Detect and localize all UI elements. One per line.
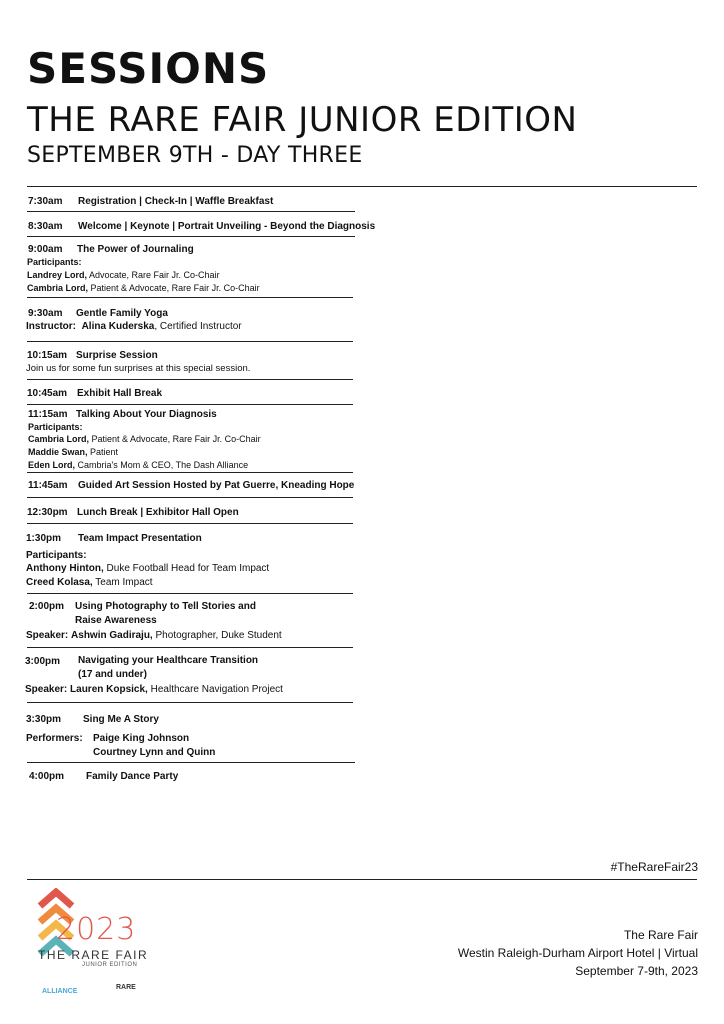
- session-time: 10:45am: [27, 388, 68, 399]
- session-title: Guided Art Session Hosted by Pat Guerre, Kneading Hope: [78, 480, 355, 491]
- event-subtitle: THE RARE FAIR JUNIOR EDITION: [27, 100, 578, 140]
- session-title: Welcome | Keynote | Portrait Unveiling - Beyond the Diagnosis: [78, 221, 376, 232]
- logo-name: THE RARE FAIR: [38, 948, 149, 962]
- session-time: 3:30pm: [26, 714, 62, 725]
- hashtag: #TheRareFair23: [610, 860, 698, 874]
- performers-label: Performers:: [26, 733, 83, 744]
- participant: Anthony Hinton, Duke Football Head for Team Impact: [26, 563, 270, 574]
- participant: Eden Lord, Cambria's Mom & CEO, The Dash Alliance: [28, 460, 249, 470]
- divider: [27, 297, 353, 298]
- session-title: Lunch Break | Exhibitor Hall Open: [77, 507, 239, 518]
- session-title: Team Impact Presentation: [78, 533, 202, 544]
- header-divider: [27, 186, 697, 187]
- divider: [27, 702, 353, 703]
- divider: [27, 236, 355, 237]
- participants-label: Participants:: [28, 422, 83, 432]
- session-title: Exhibit Hall Break: [77, 388, 163, 399]
- session-time: 8:30am: [28, 221, 63, 232]
- divider: [27, 523, 353, 524]
- session-title: Surprise Session: [76, 350, 158, 361]
- session-title-line2: (17 and under): [78, 669, 147, 680]
- session-time: 7:30am: [28, 196, 63, 207]
- page-title: SESSIONS: [27, 44, 270, 93]
- logo-edition: JUNIOR EDITION: [82, 962, 138, 968]
- footer-event: The Rare Fair: [623, 928, 698, 942]
- session-title-line2: Raise Awareness: [75, 615, 157, 626]
- session-title: Navigating your Healthcare Transition: [78, 655, 259, 666]
- performer: Paige King Johnson: [93, 733, 190, 744]
- divider: [27, 341, 353, 342]
- participant: Cambria Lord, Patient & Advocate, Rare Fair Jr. Co-Chair: [27, 283, 260, 293]
- divider: [27, 762, 355, 763]
- divider: [27, 593, 353, 594]
- divider: [27, 211, 355, 212]
- footer-dates: September 7-9th, 2023: [575, 964, 698, 978]
- participant: Creed Kolasa, Team Impact: [26, 577, 153, 588]
- session-description: Join us for some fun surprises at this special session.: [26, 363, 251, 374]
- partner-logo-rare: RARE: [116, 984, 136, 991]
- session-time: 1:30pm: [26, 533, 62, 544]
- rare-fair-logo: [34, 888, 174, 1006]
- session-title: Family Dance Party: [86, 771, 179, 782]
- session-time: 10:15am: [27, 350, 68, 361]
- divider: [27, 379, 353, 380]
- day-heading: SEPTEMBER 9TH - DAY THREE: [27, 143, 363, 168]
- footer-venue: Westin Raleigh-Durham Airport Hotel | Virtual: [457, 946, 698, 960]
- logo-year: 2023: [56, 912, 137, 947]
- speaker: Speaker: Lauren Kopsick, Healthcare Navigation Project: [25, 684, 283, 695]
- divider: [27, 647, 353, 648]
- divider: [27, 497, 353, 498]
- session-time: 12:30pm: [27, 507, 68, 518]
- session-title: Gentle Family Yoga: [76, 308, 168, 319]
- session-title: Registration | Check-In | Waffle Breakfast: [78, 196, 274, 207]
- participant: Cambria Lord, Patient & Advocate, Rare Fair Jr. Co-Chair: [28, 434, 261, 444]
- session-title: Using Photography to Tell Stories and: [75, 601, 256, 612]
- instructor: Instructor: Alina Kuderska, Certified Instructor: [26, 321, 242, 332]
- partner-logo-alliance: ALLIANCE: [42, 988, 78, 995]
- participants-label: Participants:: [26, 550, 87, 561]
- session-title: The Power of Journaling: [77, 244, 194, 255]
- speaker: Speaker: Ashwin Gadiraju, Photographer, Duke Student: [26, 630, 282, 641]
- participant: Maddie Swan, Patient: [28, 447, 119, 457]
- session-time: 3:00pm: [25, 656, 61, 667]
- session-time: 11:15am: [28, 409, 68, 420]
- participants-label: Participants:: [27, 257, 82, 267]
- divider: [27, 404, 353, 405]
- session-title: Talking About Your Diagnosis: [76, 409, 217, 420]
- session-time: 11:45am: [28, 480, 68, 491]
- session-time: 9:00am: [28, 244, 63, 255]
- participant: Landrey Lord, Advocate, Rare Fair Jr. Co-Chair: [27, 270, 220, 280]
- session-time: 2:00pm: [29, 601, 65, 612]
- divider: [27, 472, 353, 473]
- session-title: Sing Me A Story: [83, 714, 159, 725]
- footer-divider: [27, 879, 697, 880]
- performer: Courtney Lynn and Quinn: [93, 747, 216, 758]
- session-time: 4:00pm: [29, 771, 65, 782]
- session-time: 9:30am: [28, 308, 63, 319]
